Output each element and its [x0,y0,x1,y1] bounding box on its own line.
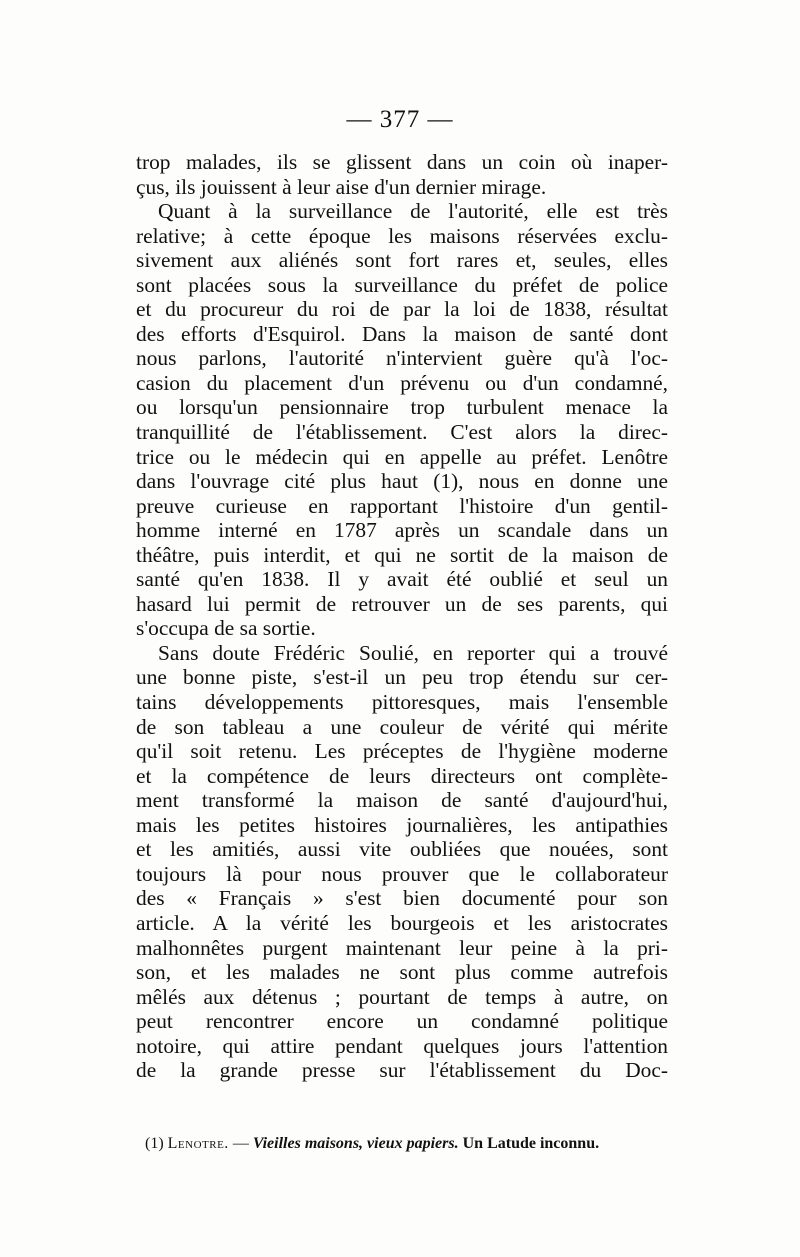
text-line: ou lorsqu'un pensionnaire trop turbulent menace la [136,395,668,420]
text-line: ment transformé la maison de santé d'aujourd'hui, [136,788,668,813]
body-text [136,150,668,1083]
text-line: homme interné en 1787 après un scandale dans un [136,518,668,543]
text-line: tranquillité de l'établissement. C'est alors la direc- [136,420,668,445]
text-line: Sans doute Frédéric Soulié, en reporter qui a trouvé [158,640,668,665]
text-line: théâtre, puis interdit, et qui ne sortit de la maison de [136,542,668,567]
text-line: trop malades, ils se glissent dans un coin où inaper- [136,150,668,174]
text-line: sont placées sous la surveillance du préfet de police [136,272,668,297]
text-line: Quant à la surveillance de l'autorité, elle est très [158,199,668,224]
text-line: de la grande presse sur l'établissement du Doc- [136,1058,668,1083]
text-line: çus, ils jouissent à leur aise d'un dernier mirage. [136,174,547,199]
text-line: mais les petites histoires journalières, les antipathies [136,812,668,837]
text-line: son, et les malades ne sont plus comme autrefois [136,960,668,985]
footnote-subtitle: Un Latude inconnu. [458,1135,600,1152]
footnote [145,1135,660,1153]
text-line: qu'il soit retenu. Les préceptes de l'hygiène moderne [136,739,668,764]
text-line: peut rencontrer encore un condamné politique [136,1009,668,1034]
text-line: malhonnêtes purgent maintenant leur peine à la pri- [136,935,668,960]
text-line: nous parlons, l'autorité n'intervient guère qu'à l'oc- [136,346,668,371]
text-line: et du procureur du roi de par la loi de 1838, résultat [136,297,668,322]
text-line: santé qu'en 1838. Il y avait été oublié et seul un [136,567,668,592]
text-line: mêlés aux détenus ; pourtant de temps à autre, on [136,984,668,1009]
text-line: s'occupa de sa sortie. [136,616,316,641]
footnote-marker: (1) [145,1135,168,1152]
text-line: de son tableau a une couleur de vérité qui mérite [136,714,668,739]
text-line: tains développements pittoresques, mais l'ensemble [136,690,668,715]
text-line: preuve curieuse en rapportant l'histoire d'un gentil- [136,493,668,518]
text-line: et les amitiés, aussi vite oubliées que nouées, sont [136,837,668,862]
page-number: — 377 — [346,106,454,133]
text-line: une bonne piste, s'est-il un peu trop étendu sur cer- [136,665,668,690]
text-line: des efforts d'Esquirol. Dans la maison de santé dont [136,321,668,346]
text-line: toujours là pour nous prouver que le collaborateur [136,861,668,886]
text-line: dans l'ouvrage cité plus haut (1), nous en donne une [136,469,668,494]
text-line: casion du placement d'un prévenu ou d'un condamné, [136,370,668,395]
text-line: des « Français » s'est bien documenté pour son [136,886,668,911]
text-line: notoire, qui attire pendant quelques jours l'attention [136,1033,668,1058]
text-line: sivement aux aliénés sont fort rares et, seules, elles [136,248,668,273]
text-line: trice ou le médecin qui en appelle au préfet. Lenôtre [136,444,668,469]
footnote-dash: — [228,1135,253,1152]
text-line: hasard lui permit de retrouver un de ses parents, qui [136,591,668,616]
footnote-title: Vieilles maisons, vieux papiers. [252,1135,459,1152]
text-line: article. A la vérité les bourgeois et les aristocrates [136,910,668,935]
footnote-author: Lenotre. [167,1135,229,1152]
text-line: et la compétence de leurs directeurs ont complète- [136,763,668,788]
text-line: relative; à cette époque les maisons réservées exclu- [136,223,668,248]
